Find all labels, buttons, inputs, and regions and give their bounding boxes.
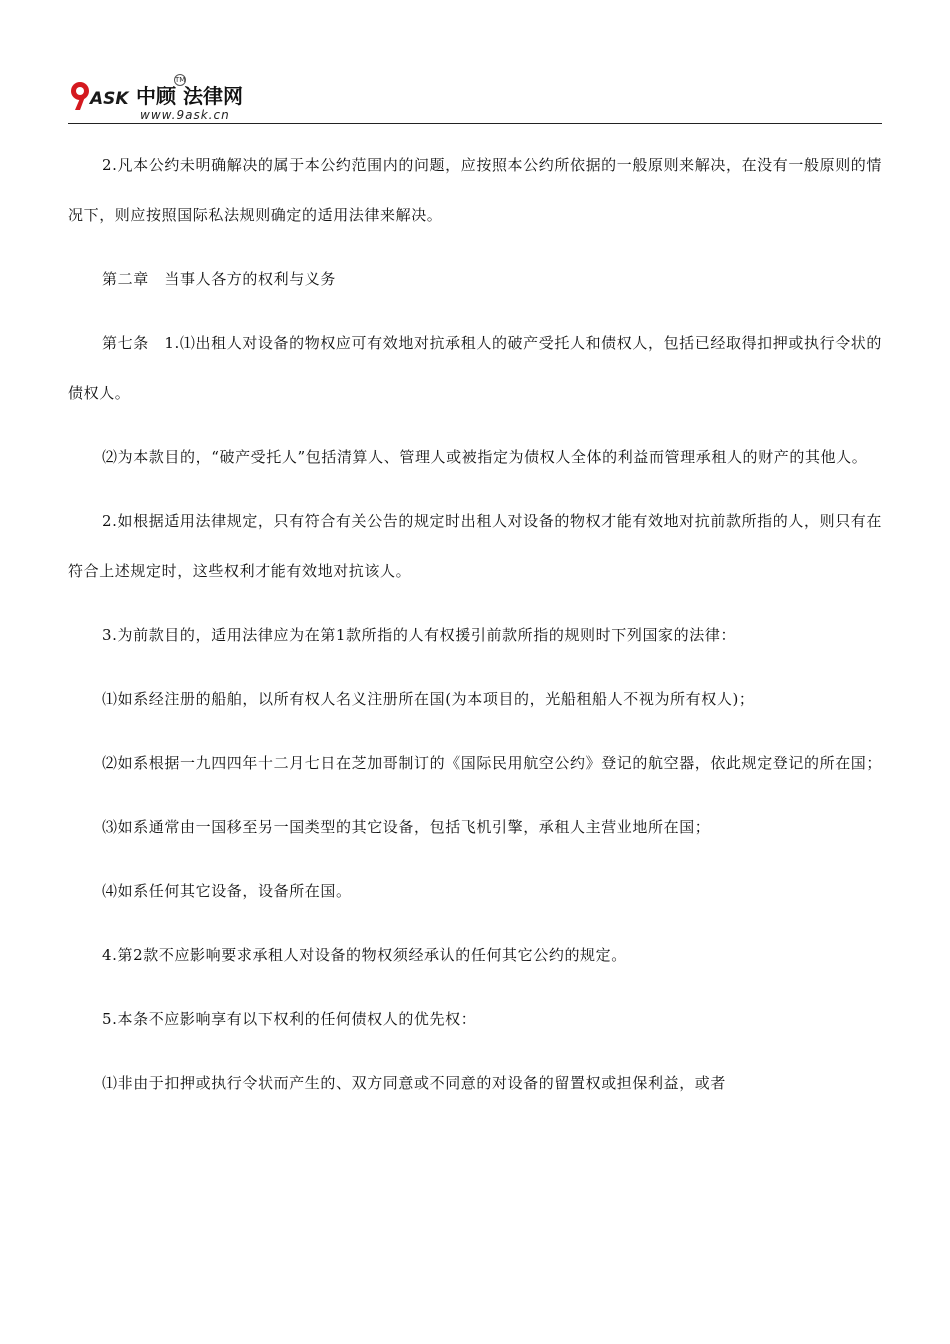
paragraph: ⑵如系根据一九四四年十二月七日在芝加哥制订的《国际民用航空公约》登记的航空器，依此规定登记的所在国； [102, 754, 883, 772]
document-body [68, 140, 882, 1108]
trademark-badge: TM [175, 76, 186, 84]
logo-brand-text: 中顾 法律网 [136, 84, 243, 108]
9ask-logo-icon [68, 78, 130, 112]
paragraph: 2.凡本公约未明确解决的属于本公约范围内的问题，应按照本公约所依据的一般原则来解决，在没有一般原则的情况下，则应按照国际私法规则确定的适用法律来解决。 [68, 156, 882, 224]
chapter-heading: 第二章 当事人各方的权利与义务 [102, 270, 337, 288]
paragraph: ⑴如系经注册的船舶，以所有权人名义注册所在国(为本项目的，光船租船人不视为所有权人)； [102, 690, 755, 708]
paragraph: 第七条 1.⑴出租人对设备的物权应可有效地对抗承租人的破产受托人和债权人，包括已经取得扣押或执行令状的债权人。 [68, 334, 882, 402]
paragraph: ⑵为本款目的，“破产受托人”包括清算人、管理人或被指定为债权人全体的利益而管理承租人的财产的其他人。 [102, 448, 868, 466]
paragraph: ⑷如系任何其它设备，设备所在国。 [102, 882, 352, 900]
header-divider [68, 123, 882, 124]
logo-url-text: www.9ask.cn [140, 108, 230, 122]
svg-text:ASK: ASK [90, 89, 129, 109]
paragraph: 5.本条不应影响享有以下权利的任何债权人的优先权： [102, 1010, 477, 1028]
page-header [68, 70, 882, 124]
paragraph: 4.第2款不应影响要求承租人对设备的物权须经承认的任何其它公约的规定。 [102, 946, 627, 964]
paragraph: ⑴非由于扣押或执行令状而产生的、双方同意或不同意的对设备的留置权或担保利益，或者 [102, 1074, 727, 1092]
paragraph: ⑶如系通常由一国移至另一国类型的其它设备，包括飞机引擎，承租人主营业地所在国； [102, 818, 711, 836]
paragraph: 3.为前款目的，适用法律应为在第1款所指的人有权援引前款所指的规则时下列国家的法律： [102, 626, 737, 644]
paragraph: 2.如根据适用法律规定，只有符合有关公告的规定时出租人对设备的物权才能有效地对抗前款所指的人，则只有在符合上述规定时，这些权利才能有效地对抗该人。 [68, 512, 882, 580]
